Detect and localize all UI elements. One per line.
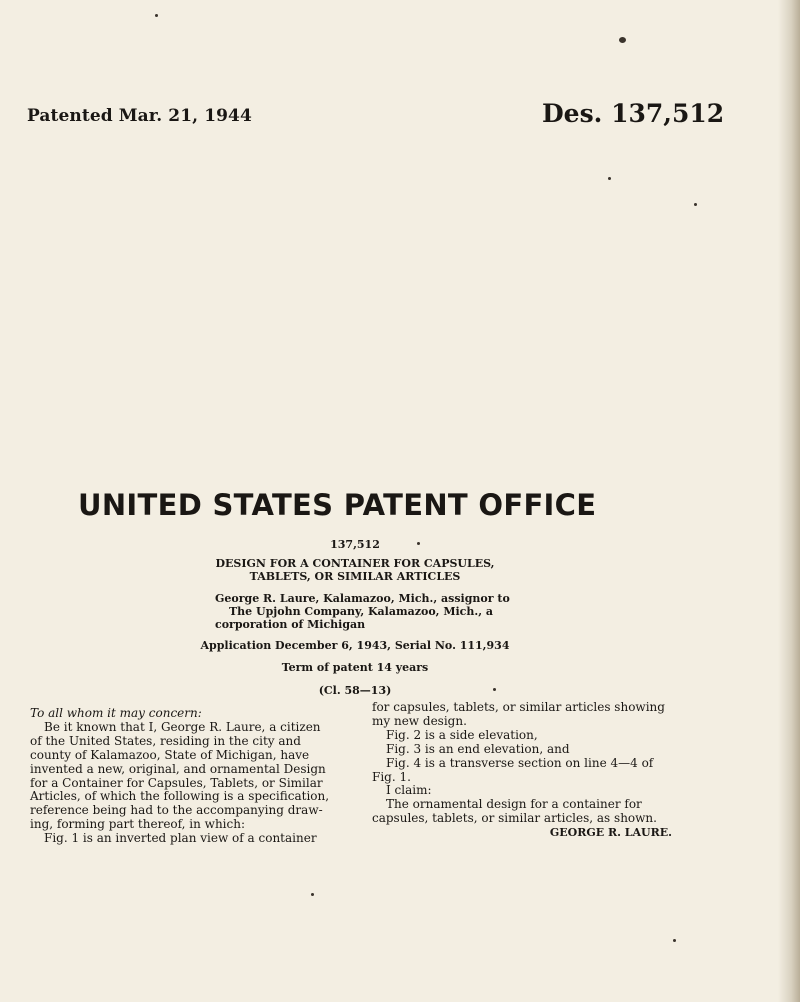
specification-left-column (30, 707, 350, 846)
inventor-signature: GEORGE R. LAURE. (549, 826, 672, 840)
body-line: Fig. 1 is an inverted plan view of a container (44, 831, 317, 846)
design-patent-number: Des. 137,512 (542, 99, 725, 128)
inventor-line: George R. Laure, Kalamazoo, Mich., assignor to (215, 592, 510, 605)
paper-speck (694, 203, 697, 206)
body-line: capsules, tablets, or similar articles, as shown. (372, 811, 657, 826)
design-title (150, 557, 560, 583)
inventor-line: The Upjohn Company, Kalamazoo, Mich., a (229, 605, 493, 618)
body-line: Fig. 2 is a side elevation, (386, 727, 538, 742)
body-line: county of Kalamazoo, State of Michigan, have (30, 747, 310, 762)
paper-speck (155, 14, 158, 17)
page-edge-shadow (778, 0, 800, 1002)
patent-number: 137,512 (330, 538, 380, 551)
body-line: of the United States, residing in the city and (30, 733, 301, 748)
paper-speck (619, 37, 626, 43)
body-line: Fig. 3 is an end elevation, and (386, 741, 570, 756)
body-line: invented a new, original, and ornamental Design (30, 761, 326, 776)
office-title: UNITED STATES PATENT OFFICE (78, 488, 597, 522)
body-line: Be it known that I, George R. Laure, a citizen (44, 719, 321, 734)
inventor-line: corporation of Michigan (215, 618, 366, 631)
salutation: To all whom it may concern: (30, 706, 202, 720)
paper-speck (311, 893, 314, 896)
classification: (Cl. 58—13) (318, 684, 392, 697)
body-line: reference being had to the accompanying draw- (30, 803, 323, 818)
design-title-line: TABLETS, OR SIMILAR ARTICLES (249, 570, 461, 583)
body-line: The ornamental design for a container for (386, 797, 642, 812)
body-line: I claim: (386, 783, 432, 798)
body-line: Fig. 1. (372, 769, 411, 784)
body-line: Fig. 4 is a transverse section on line 4—4 of (386, 755, 654, 770)
specification-right-column (372, 701, 690, 840)
design-title-line: DESIGN FOR A CONTAINER FOR CAPSULES, (215, 557, 495, 570)
body-line: for capsules, tablets, or similar articles showing (372, 700, 665, 714)
body-line: my new design. (372, 713, 467, 728)
body-line: Articles, of which the following is a specification, (30, 789, 330, 804)
body-line: ing, forming part thereof, in which: (30, 817, 245, 832)
inventor-assignment (215, 592, 527, 631)
paper-speck (608, 177, 611, 180)
application-info: Application December 6, 1943, Serial No. 111,934 (200, 639, 510, 652)
patent-term: Term of patent 14 years (281, 661, 429, 674)
body-line: for a Container for Capsules, Tablets, or Similar (30, 775, 323, 790)
paper-speck (673, 939, 676, 942)
patented-date: Patented Mar. 21, 1944 (27, 106, 252, 126)
